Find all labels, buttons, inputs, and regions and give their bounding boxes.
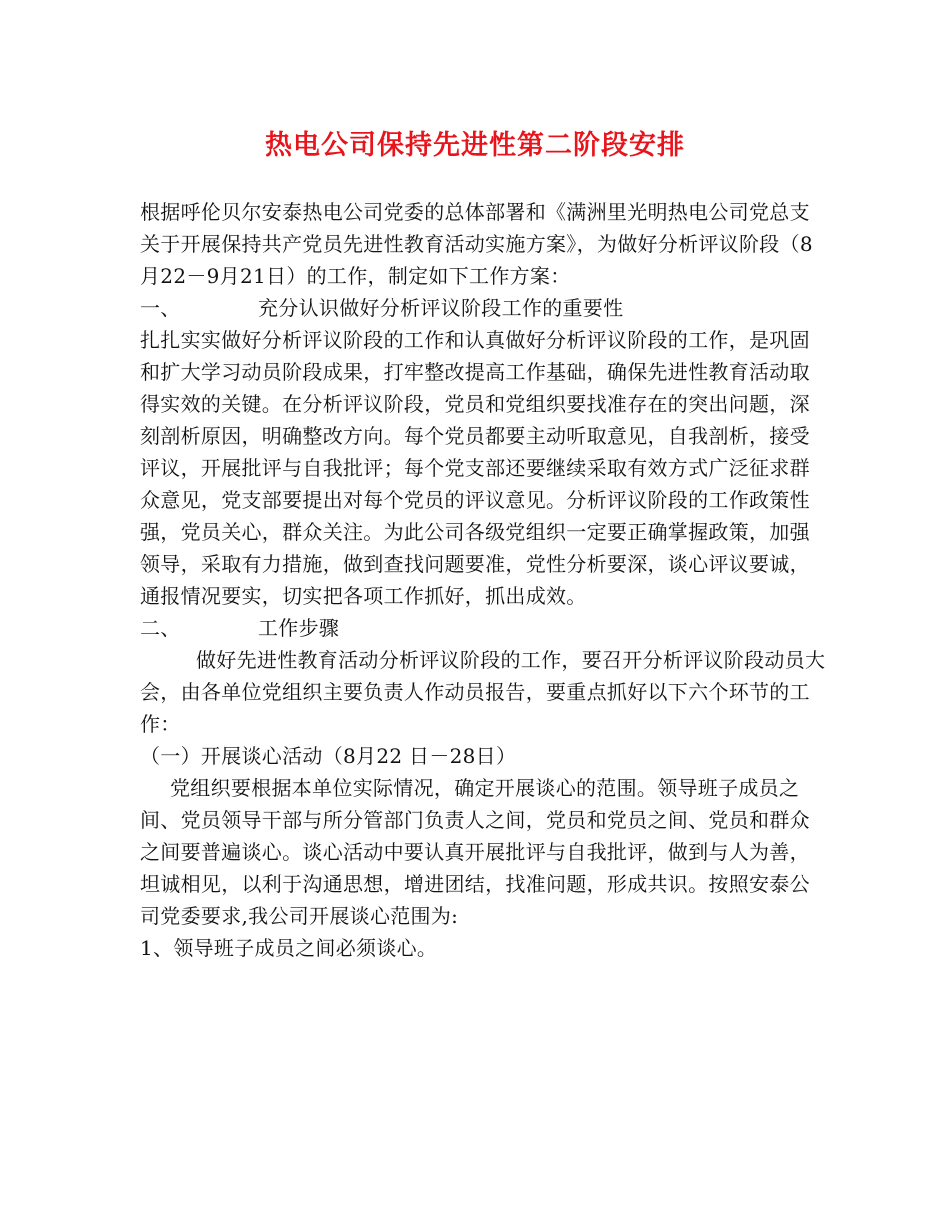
section-1-title: 充分认识做好分析评议阶段工作的重要性 xyxy=(258,296,624,320)
subsection-1-paragraph: 党组织要根据本单位实际情况，确定开展谈心的范围。领导班子成员之间、党员领导干部与所分管部门负责人之间，党员和党员之间、党员和群众之间要普遍谈心。谈心活动中要认真开展批评与自我批评，做到与人为善，坦诚相见，以利于沟通思想，增进团结，找准问题，形成共识。按照安泰公司党委要求,我公司开展谈心范围为: xyxy=(140,776,810,928)
intro-paragraph: 根据呼伦贝尔安泰热电公司党委的总体部署和《满洲里光明热电公司党总支关于开展保持共产党员先进性教育活动实施方案》，为做好分析评议阶段（8月22－9月21日）的工作，制定如下工作方案： xyxy=(140,200,813,288)
section-1-heading xyxy=(140,292,830,324)
section-2-paragraph: 做好先进性教育活动分析评议阶段的工作，要召开分析评议阶段动员大会，由各单位党组织主要负责人作动员报告，要重点抓好以下六个环节的工作： xyxy=(140,648,826,736)
section-1-paragraph: 扎扎实实做好分析评议阶段的工作和认真做好分析评议阶段的工作，是巩固和扩大学习动员阶段成果，打牢整改提高工作基础，确保先进性教育活动取得实效的关键。在分析评议阶段，党员和党组织要找准存在的突出问题，深刻剖析原因，明确整改方向。每个党员都要主动听取意见，自我剖析，接受评议，开展批评与自我批评；每个党支部还要继续采取有效方式广泛征求群众意见，党支部要提出对每个党员的评议意见。分析评议阶段的工作政策性强，党员关心，群众关注。为此公司各级党组织一定要正确掌握政策，加强领导，采取有力措施，做到查找问题要准，党性分析要深，谈心评议要诚，通报情况要实，切实把各项工作抓好，抓出成效。 xyxy=(140,328,810,608)
section-1-number: 一、 xyxy=(140,296,181,320)
list-item: 1、领导班子成员之间必须谈心。 xyxy=(140,936,438,960)
document-body xyxy=(140,196,830,964)
document-title: 热电公司保持先进性第二阶段安排 xyxy=(265,130,685,161)
section-2-title: 工作步骤 xyxy=(258,616,340,640)
section-2-number: 二、 xyxy=(140,616,181,640)
section-2-heading xyxy=(140,612,830,644)
subsection-1-heading: （一）开展谈心活动（8月22 日－28日） xyxy=(140,744,517,768)
